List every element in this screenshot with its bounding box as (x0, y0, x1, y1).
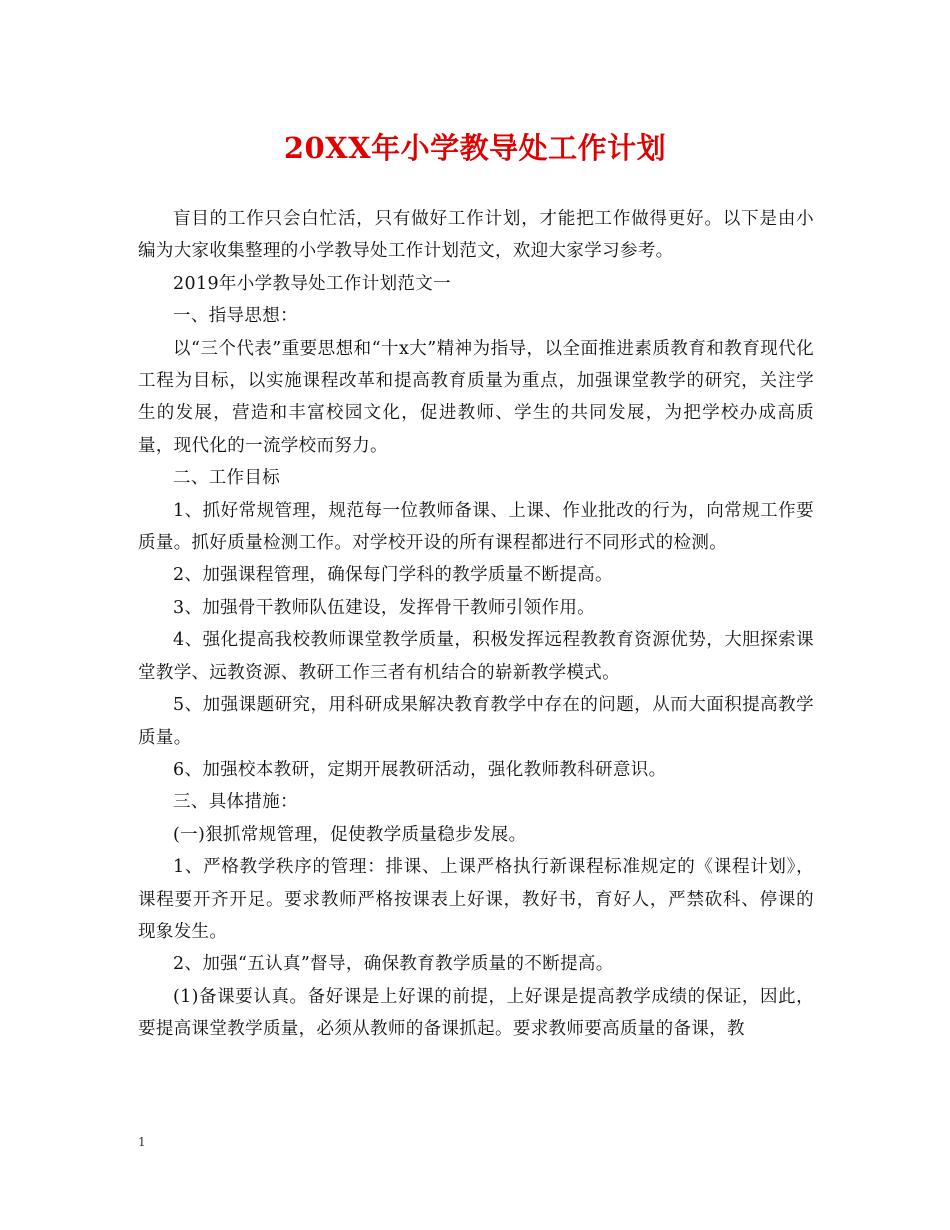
paragraph: (1)备课要认真。备好课是上好课的前提，上好课是提高教学成绩的保证，因此，要提高课堂教学质量，必须从教师的备课抓起。要求教师要高质量的备课，教 (138, 986, 814, 1040)
paragraph: 2、加强课程管理，确保每门学科的教学质量不断提高。 (173, 565, 613, 586)
paragraph: 以“三个代表”重要思想和“十x大”精神为指导，以全面推进素质教育和教育现代化工程为目标，以实施课程改革和提高教育质量为重点，加强课堂教学的研究，关注学生的发展，营造和丰富校园文化，促进教师、学生的共同发展，为把学校办成高质量，现代化的一流学校而努力。 (138, 338, 814, 456)
paragraph: 盲目的工作只会白忙活，只有做好工作计划，才能把工作做得更好。以下是由小编为大家收集整理的小学教导处工作计划范文，欢迎大家学习参考。 (138, 209, 814, 262)
document-title: 20XX年小学教导处工作计划 (283, 131, 667, 165)
section-heading: 三、具体措施： (173, 792, 298, 813)
paragraph: 1、严格教学秩序的管理：排课、上课严格执行新课程标准规定的《课程计划》，课程要开齐开足。要求教师严格按课表上好课，教好书，育好人，严禁砍科、停课的现象发生。 (138, 857, 814, 942)
document-body (138, 203, 814, 1046)
paragraph: 4、强化提高我校教师课堂教学质量，积极发挥远程教教育资源优势，大胆探索课堂教学、远教资源、教研工作三者有机结合的崭新教学模式。 (138, 630, 814, 683)
section-heading: 二、工作目标 (173, 468, 281, 489)
paragraph: 2、加强“五认真”督导，确保教育教学质量的不断提高。 (173, 954, 614, 975)
paragraph: 5、加强课题研究，用科研成果解决教育教学中存在的问题，从而大面积提高教学质量。 (138, 695, 814, 748)
paragraph: 6、加强校本教研，定期开展教研活动，强化教师教科研意识。 (173, 759, 667, 780)
section-heading: 一、指导思想： (173, 306, 298, 327)
page-number: 1 (138, 1135, 146, 1149)
paragraph: 3、加强骨干教师队伍建设，发挥骨干教师引领作用。 (173, 597, 596, 618)
paragraph: 2019年小学教导处工作计划范文一 (173, 273, 451, 294)
paragraph: (一)狠抓常规管理，促使教学质量稳步发展。 (173, 824, 527, 845)
paragraph: 1、抓好常规管理，规范每一位教师备课、上课、作业批改的行为，向常规工作要质量。抓好质量检测工作。对学校开设的所有课程都进行不同形式的检测。 (138, 500, 814, 554)
